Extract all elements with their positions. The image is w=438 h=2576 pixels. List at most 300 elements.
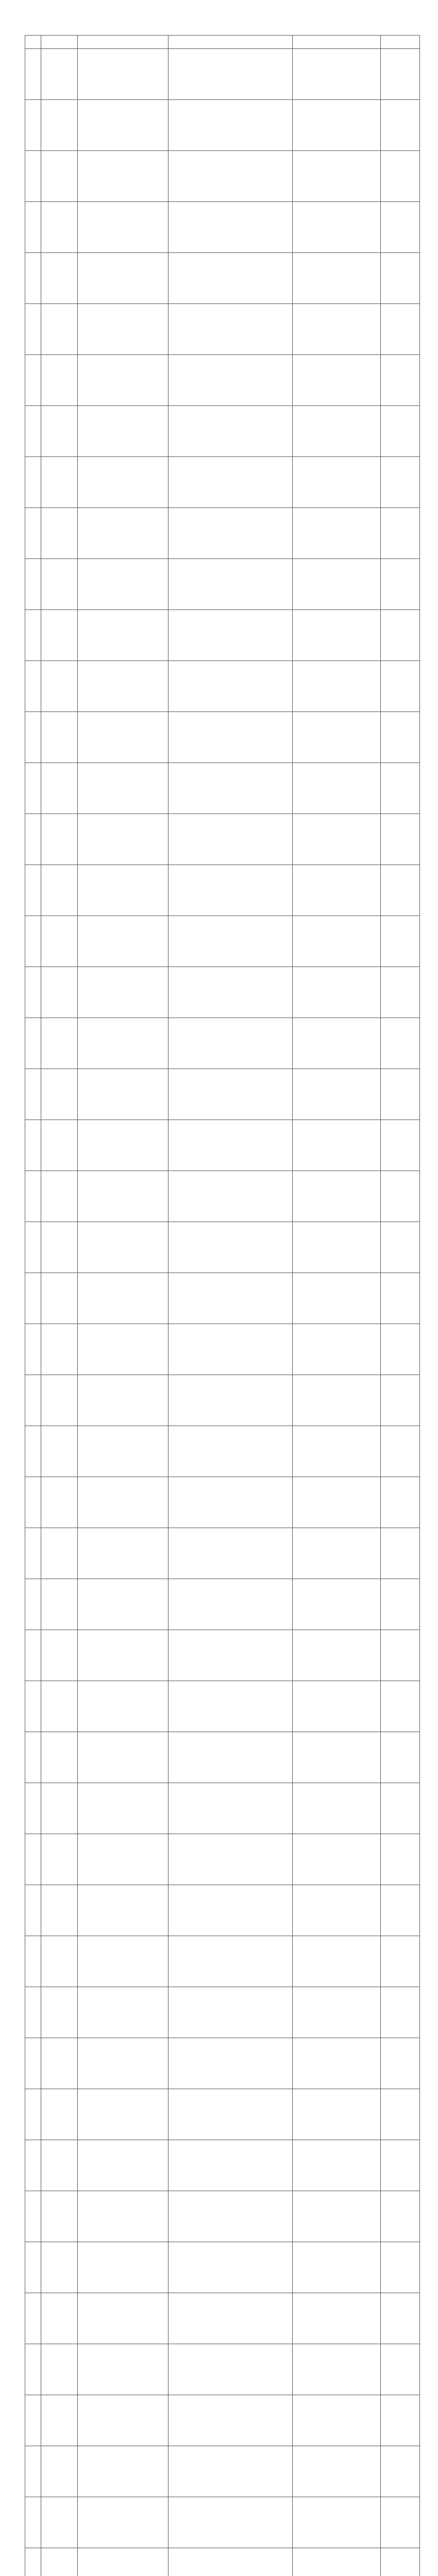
table-row [25,1120,420,1171]
table-row [25,253,420,304]
table-cell [25,2140,41,2191]
table-row [25,1987,420,2038]
table-cell [169,967,293,1018]
table-cell [41,814,78,865]
table-cell [381,1528,420,1579]
table-cell [25,1324,41,1375]
table-row [25,2344,420,2395]
table-cell [78,967,169,1018]
table-cell [41,1222,78,1273]
table-cell [41,916,78,967]
table-cell [25,2242,41,2293]
table-cell [41,2089,78,2140]
table-cell [381,2089,420,2140]
table-cell [41,1579,78,1630]
table-cell [78,2344,169,2395]
table-cell [169,1681,293,1732]
table-cell [293,1069,381,1120]
table-cell [381,712,420,763]
table-cell [78,559,169,610]
table-cell [25,1171,41,1222]
table-cell [381,1477,420,1528]
table-cell [78,1987,169,2038]
table-cell [25,2191,41,2242]
table-cell [78,2395,169,2446]
table-cell [293,2191,381,2242]
table-cell [41,1528,78,1579]
table-cell [381,1120,420,1171]
header-cell [293,36,381,49]
table-row [25,967,420,1018]
table-cell [78,763,169,814]
table-cell [293,2395,381,2446]
table-cell [78,304,169,355]
document-title [25,20,416,35]
table-cell [78,1477,169,1528]
table-cell [381,508,420,559]
table-cell [78,406,169,457]
table-cell [25,1222,41,1273]
table-cell [25,865,41,916]
table-cell [41,1477,78,1528]
table-cell [169,1936,293,1987]
table-row [25,916,420,967]
table-cell [25,1834,41,1885]
table-cell [293,559,381,610]
table-cell [381,865,420,916]
table-cell [41,2395,78,2446]
table-cell [293,2497,381,2548]
table-cell [41,1987,78,2038]
table-cell [293,610,381,661]
table-cell [78,1732,169,1783]
table-cell [25,1477,41,1528]
table-cell [41,304,78,355]
table-cell [78,1069,169,1120]
table-cell [293,1171,381,1222]
table-cell [293,712,381,763]
table-cell [25,406,41,457]
table-cell [41,2497,78,2548]
table-cell [78,1171,169,1222]
table-cell [25,712,41,763]
table-cell [78,814,169,865]
table-cell [25,2344,41,2395]
table-cell [169,2344,293,2395]
table-cell [41,1834,78,1885]
table-row [25,1375,420,1426]
table-cell [78,1222,169,1273]
table-cell [293,304,381,355]
table-cell [381,2446,420,2497]
table-cell [41,1681,78,1732]
table-cell [293,1528,381,1579]
table-cell [293,1783,381,1834]
table-row [25,610,420,661]
table-cell [41,2038,78,2089]
table-row [25,49,420,100]
table-cell [25,1987,41,2038]
table-cell [78,1375,169,1426]
table-cell [293,1732,381,1783]
table-cell [41,2191,78,2242]
table-header-row [25,36,420,49]
table-cell [169,610,293,661]
table-cell [25,1018,41,1069]
table-cell [293,2242,381,2293]
table-row [25,2497,420,2548]
table-cell [381,1630,420,1681]
table-cell [169,2191,293,2242]
table-row [25,712,420,763]
table-cell [41,1171,78,1222]
table-cell [25,2293,41,2344]
table-cell [381,304,420,355]
header-cell [169,36,293,49]
table-cell [381,559,420,610]
table-cell [78,1936,169,1987]
table-cell [78,2038,169,2089]
table-cell [169,2140,293,2191]
table-cell [169,457,293,508]
table-cell [78,1630,169,1681]
table-cell [41,253,78,304]
table-cell [41,1630,78,1681]
table-cell [381,2293,420,2344]
table-cell [381,253,420,304]
table-cell [169,1324,293,1375]
table-row [25,2293,420,2344]
table-cell [169,202,293,253]
table-cell [41,406,78,457]
table-cell [381,2497,420,2548]
table-cell [381,916,420,967]
table-cell [293,1936,381,1987]
table-row [25,1324,420,1375]
table-cell [78,2293,169,2344]
table-cell [169,1630,293,1681]
table-cell [381,151,420,202]
table-cell [293,1324,381,1375]
table-cell [293,457,381,508]
table-cell [25,763,41,814]
table-row [25,1426,420,1477]
table-cell [381,100,420,151]
table-cell [169,1783,293,1834]
table-cell [41,661,78,712]
table-cell [293,253,381,304]
table-row [25,151,420,202]
table-cell [41,2446,78,2497]
table-cell [25,916,41,967]
table-cell [381,2140,420,2191]
table-cell [78,2191,169,2242]
table-cell [381,1069,420,1120]
table-cell [381,1171,420,1222]
table-cell [41,1324,78,1375]
table-row [25,2395,420,2446]
table-cell [169,2497,293,2548]
table-cell [381,1783,420,1834]
table-cell [169,151,293,202]
table-cell [78,2446,169,2497]
table-cell [41,2548,78,2576]
table-cell [169,508,293,559]
table-cell [25,1069,41,1120]
table-cell [25,1120,41,1171]
table-cell [78,151,169,202]
table-cell [381,610,420,661]
table-cell [41,1732,78,1783]
table-cell [169,865,293,916]
table-cell [25,967,41,1018]
table-cell [78,100,169,151]
table-cell [293,2140,381,2191]
table-cell [169,2038,293,2089]
project-table [25,35,420,2576]
table-cell [25,355,41,406]
table-row [25,202,420,253]
table-cell [78,1018,169,1069]
table-cell [381,1426,420,1477]
table-cell [25,610,41,661]
table-cell [25,1273,41,1324]
table-cell [293,1273,381,1324]
table-cell [41,1018,78,1069]
table-cell [78,2140,169,2191]
table-row [25,559,420,610]
table-cell [169,2293,293,2344]
table-cell [293,1885,381,1936]
table-cell [381,2242,420,2293]
table-cell [78,1324,169,1375]
table-cell [25,1885,41,1936]
table-cell [25,2446,41,2497]
table-cell [25,1783,41,1834]
table-cell [293,1579,381,1630]
table-cell [25,100,41,151]
table-cell [25,1936,41,1987]
table-row [25,1018,420,1069]
table-cell [169,1528,293,1579]
table-cell [381,1324,420,1375]
table-cell [41,49,78,100]
table-cell [381,202,420,253]
header-cell [78,36,169,49]
table-cell [41,1783,78,1834]
table-cell [78,2548,169,2576]
document [25,7,416,2576]
table-cell [41,2344,78,2395]
table-cell [41,1069,78,1120]
table-cell [293,967,381,1018]
table-cell [293,1375,381,1426]
table-cell [41,1273,78,1324]
table-row [25,2191,420,2242]
table-cell [78,1783,169,1834]
table-row [25,2446,420,2497]
table-cell [25,661,41,712]
table-cell [25,1732,41,1783]
table-cell [25,1579,41,1630]
table-cell [169,2242,293,2293]
table-cell [78,457,169,508]
table-cell [78,1681,169,1732]
table-cell [381,967,420,1018]
table-row [25,2038,420,2089]
table-cell [293,1120,381,1171]
table-row [25,1834,420,1885]
table-cell [78,508,169,559]
table-cell [78,661,169,712]
table-cell [41,202,78,253]
table-row [25,1222,420,1273]
table-cell [41,151,78,202]
table-cell [293,1222,381,1273]
table-cell [41,763,78,814]
table-cell [293,1477,381,1528]
table-cell [78,49,169,100]
table-cell [169,1579,293,1630]
table-cell [41,610,78,661]
table-cell [169,2446,293,2497]
table-cell [25,814,41,865]
table-row [25,100,420,151]
table-cell [381,1375,420,1426]
table-cell [169,100,293,151]
table-cell [25,508,41,559]
table-row [25,1579,420,1630]
table-row [25,1630,420,1681]
table-row [25,1681,420,1732]
attachment-label [25,7,416,20]
table-cell [78,2089,169,2140]
table-row [25,2140,420,2191]
table-cell [41,559,78,610]
table-cell [381,1681,420,1732]
table-cell [78,253,169,304]
table-cell [169,1222,293,1273]
table-cell [381,1273,420,1324]
table-cell [293,1681,381,1732]
table-cell [169,1987,293,2038]
table-cell [293,865,381,916]
table-cell [25,1426,41,1477]
table-cell [381,1018,420,1069]
table-row [25,1273,420,1324]
table-row [25,508,420,559]
table-cell [25,1528,41,1579]
table-cell [78,865,169,916]
table-row [25,2548,420,2576]
table-cell [25,1375,41,1426]
table-cell [78,1273,169,1324]
table-cell [293,2293,381,2344]
table-cell [25,457,41,508]
table-cell [41,865,78,916]
table-cell [169,1477,293,1528]
table-row [25,1171,420,1222]
table-cell [78,1528,169,1579]
table-cell [78,916,169,967]
table-cell [169,1120,293,1171]
table-cell [381,2038,420,2089]
table-row [25,2242,420,2293]
table-cell [25,1681,41,1732]
table-cell [381,1579,420,1630]
table-cell [41,2293,78,2344]
table-cell [293,1987,381,2038]
table-cell [25,2497,41,2548]
table-cell [293,1630,381,1681]
table-cell [293,202,381,253]
table-cell [381,1222,420,1273]
table-cell [381,1885,420,1936]
table-row [25,1069,420,1120]
table-cell [41,1885,78,1936]
table-cell [169,304,293,355]
table-cell [293,1834,381,1885]
table-row [25,1477,420,1528]
table-cell [381,1987,420,2038]
table-cell [293,1426,381,1477]
table-cell [25,304,41,355]
table-cell [169,1834,293,1885]
table-cell [25,253,41,304]
table-cell [293,661,381,712]
table-cell [41,2140,78,2191]
table-cell [169,49,293,100]
table-row [25,2089,420,2140]
table-row [25,763,420,814]
table-cell [78,1426,169,1477]
table-cell [381,1936,420,1987]
table-cell [293,100,381,151]
table-cell [293,2446,381,2497]
table-cell [169,1885,293,1936]
table-cell [381,49,420,100]
table-cell [78,1120,169,1171]
table-row [25,457,420,508]
table-cell [78,1579,169,1630]
table-cell [78,2242,169,2293]
table-row [25,406,420,457]
table-cell [293,151,381,202]
table-cell [25,2089,41,2140]
table-cell [41,457,78,508]
table-cell [25,49,41,100]
table-cell [381,406,420,457]
table-cell [381,2191,420,2242]
table-cell [41,967,78,1018]
table-cell [169,916,293,967]
table-row [25,304,420,355]
table-row [25,1732,420,1783]
table-cell [169,1273,293,1324]
table-cell [293,1018,381,1069]
table-cell [25,2395,41,2446]
table-cell [169,406,293,457]
table-cell [41,1936,78,1987]
table-cell [169,1171,293,1222]
table-cell [381,2548,420,2576]
table-cell [169,355,293,406]
table-cell [169,712,293,763]
table-cell [381,2395,420,2446]
table-cell [78,2497,169,2548]
table-cell [293,49,381,100]
table-cell [41,2242,78,2293]
